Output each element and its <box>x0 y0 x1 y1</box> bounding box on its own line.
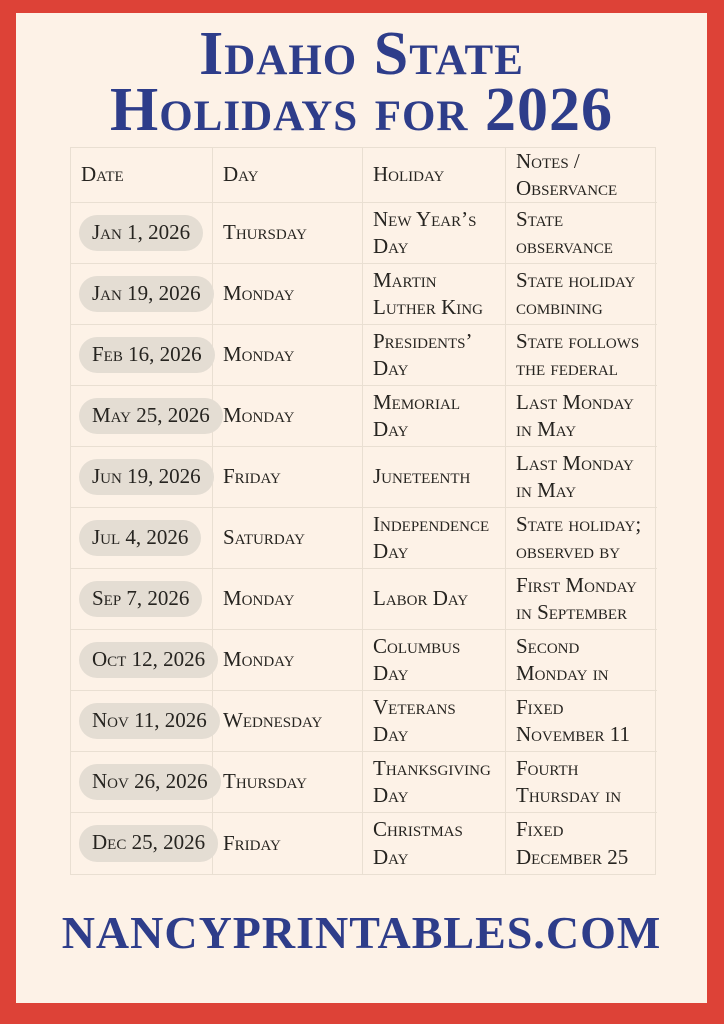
date-cell <box>71 386 213 447</box>
notes-cell: Second Monday in <box>506 630 657 691</box>
day-cell: Friday <box>213 813 363 874</box>
notes-cell: State holiday combining <box>506 264 657 325</box>
date-cell <box>71 264 213 325</box>
day-cell: Thursday <box>213 203 363 264</box>
date-cell <box>71 630 213 691</box>
date-badge: Jul 4, 2026 <box>79 520 201 556</box>
notes-cell: Fourth Thursday in <box>506 752 657 813</box>
holiday-cell: Memorial Day <box>363 386 506 447</box>
column-header-notes: Notes / Observance <box>506 148 657 203</box>
date-badge: Jun 19, 2026 <box>79 459 214 495</box>
date-badge: Feb 16, 2026 <box>79 337 215 373</box>
holiday-cell: Veterans Day <box>363 691 506 752</box>
date-cell <box>71 447 213 508</box>
date-badge: May 25, 2026 <box>79 398 223 434</box>
page-title <box>16 20 707 144</box>
notes-cell: State holiday; observed by <box>506 508 657 569</box>
date-cell <box>71 752 213 813</box>
date-cell <box>71 569 213 630</box>
date-badge: Jan 19, 2026 <box>79 276 214 312</box>
holiday-cell: Thanksgiving Day <box>363 752 506 813</box>
day-cell: Wednesday <box>213 691 363 752</box>
notes-cell: State observance <box>506 203 657 264</box>
notes-cell: First Monday in September <box>506 569 657 630</box>
date-badge: Sep 7, 2026 <box>79 581 202 617</box>
holiday-cell: Martin Luther King <box>363 264 506 325</box>
date-badge: Nov 11, 2026 <box>79 703 220 739</box>
notes-cell: State follows the federal <box>506 325 657 386</box>
notes-cell: Fixed December 25 <box>516 817 629 869</box>
day-cell: Friday <box>213 447 363 508</box>
holiday-cell: Juneteenth <box>363 447 506 508</box>
holidays-table <box>70 147 656 875</box>
footer-website: NANCYPRINTABLES.COM <box>61 907 662 958</box>
notes-cell: Fixed November 11 <box>506 691 657 752</box>
date-cell <box>71 813 213 874</box>
date-badge: Oct 12, 2026 <box>79 642 218 678</box>
holiday-cell: Columbus Day <box>363 630 506 691</box>
title-line-1: Idaho State <box>199 20 524 88</box>
day-cell: Monday <box>213 386 363 447</box>
column-header-date: Date <box>71 148 213 203</box>
title-line-2: Holidays for 2026 <box>110 75 613 144</box>
holiday-cell: Christmas Day <box>363 813 506 874</box>
date-cell <box>71 203 213 264</box>
printable-page <box>16 13 707 1003</box>
date-badge: Jan 1, 2026 <box>79 215 203 251</box>
date-cell <box>71 691 213 752</box>
day-cell: Monday <box>213 264 363 325</box>
day-cell: Monday <box>213 630 363 691</box>
day-cell: Monday <box>213 569 363 630</box>
holiday-cell: Independence Day <box>363 508 506 569</box>
column-header-holiday: Holiday <box>363 148 506 203</box>
holiday-cell: Presidents’ Day <box>363 325 506 386</box>
notes-cell: Last Monday in May <box>506 386 657 447</box>
column-header-day: Day <box>213 148 363 203</box>
day-cell: Thursday <box>213 752 363 813</box>
notes-cell: Last Monday in May <box>506 447 657 508</box>
date-badge: Nov 26, 2026 <box>79 764 221 800</box>
date-cell <box>71 508 213 569</box>
day-cell: Saturday <box>213 508 363 569</box>
day-cell: Monday <box>213 325 363 386</box>
date-badge: Dec 25, 2026 <box>79 825 218 861</box>
date-cell <box>71 325 213 386</box>
holiday-cell: Labor Day <box>363 569 506 630</box>
holiday-cell: New Year’s Day <box>363 203 506 264</box>
